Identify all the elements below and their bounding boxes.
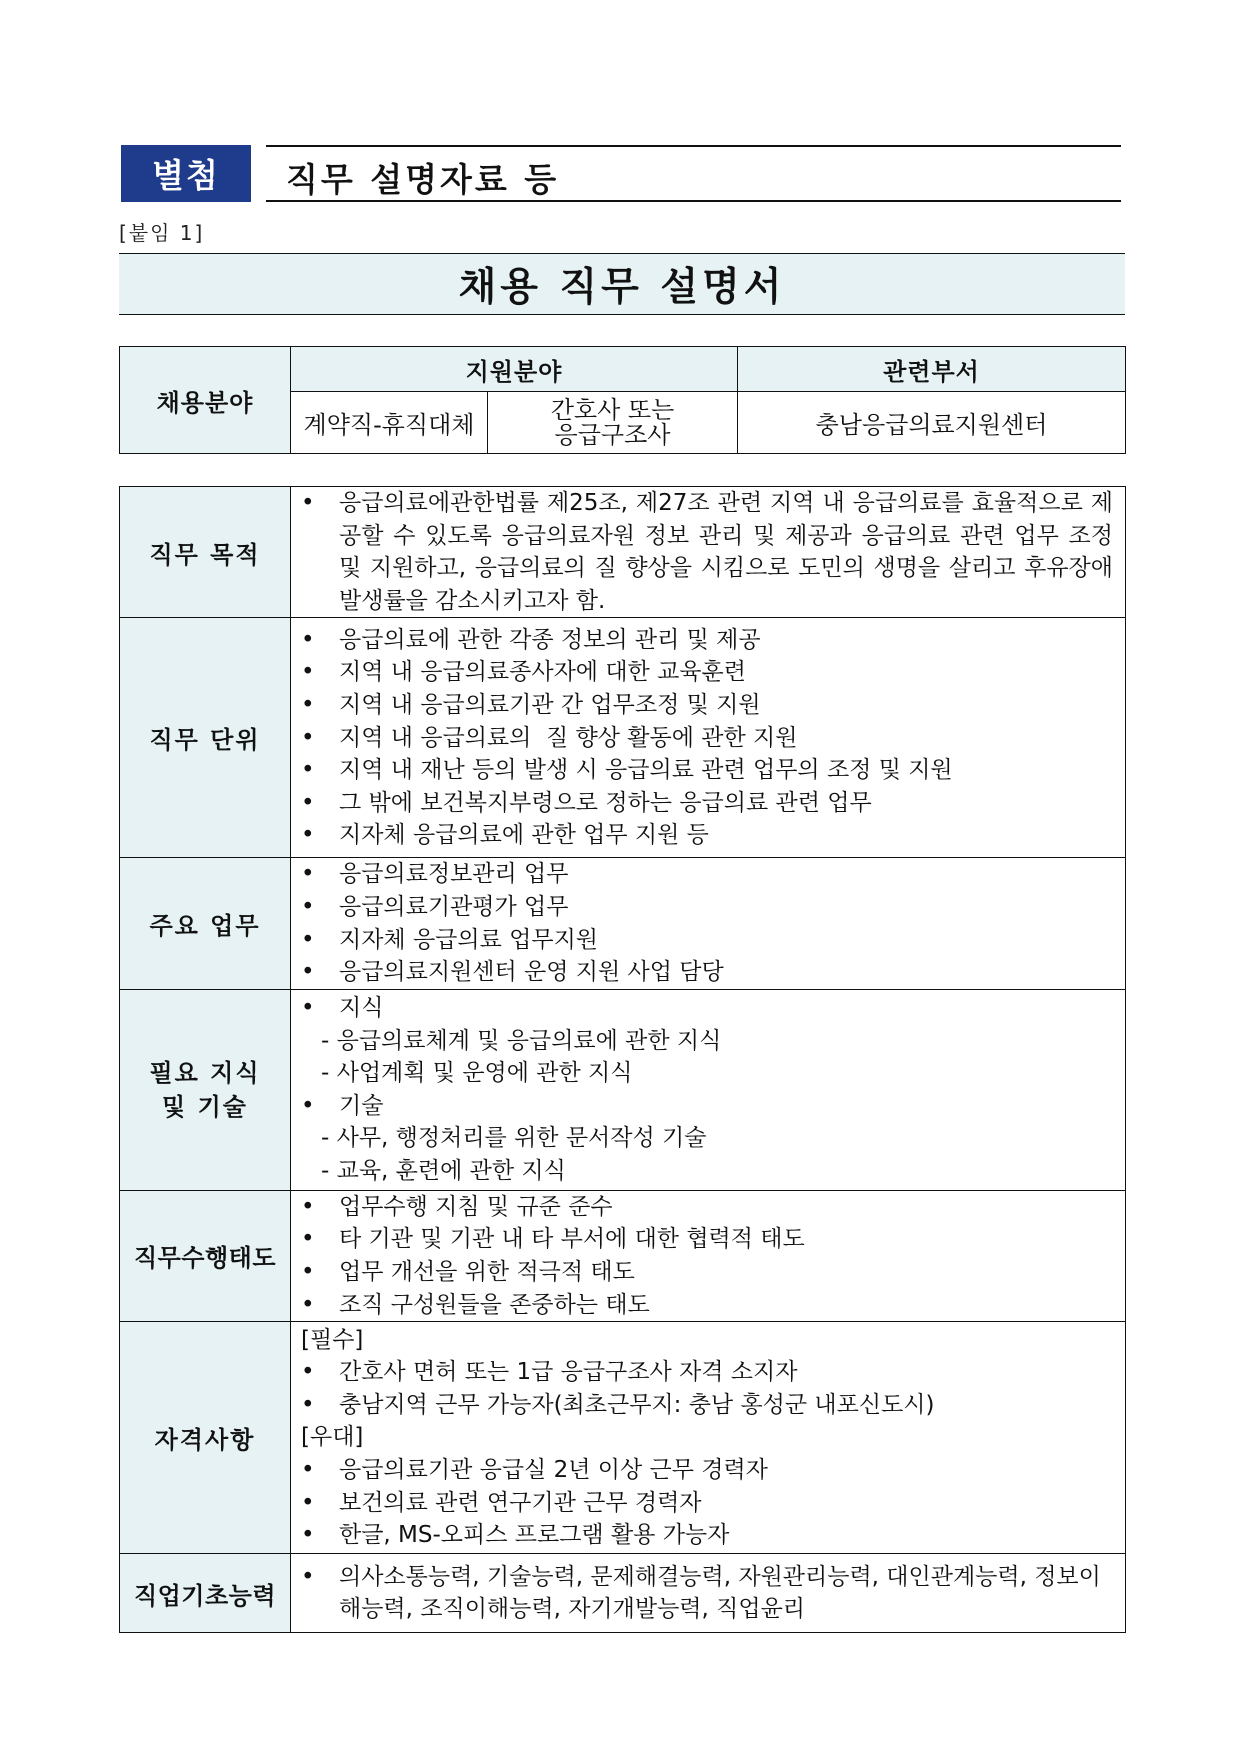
- units-content: [291, 618, 1126, 858]
- competency-label: 직업기초능력: [120, 1554, 291, 1633]
- position-line-1: 간호사 또는: [550, 395, 675, 424]
- purpose-label: 직무 목적: [120, 487, 291, 618]
- recruitment-table: [119, 346, 1126, 454]
- sub-item: - 응급의료체계 및 응급의료에 관한 지식: [321, 1027, 722, 1054]
- sub-item: - 교육, 훈련에 관한 지식: [321, 1157, 566, 1184]
- attachment-label: [붙임 1]: [119, 221, 205, 245]
- job-description-table: [119, 486, 1126, 1633]
- qualifications-content: [291, 1322, 1126, 1554]
- skills-content: [291, 989, 1126, 1190]
- list-item: • 충남지역 근무 가능자(최초근무지: 충남 홍성군 내포신도시): [301, 1391, 935, 1418]
- position-line-2: 응급구조사: [554, 420, 671, 449]
- field-header: 지원분야: [291, 347, 738, 392]
- list-item: • 지역 내 응급의료의 질 향상 활동에 관한 지원: [301, 724, 798, 751]
- list-item: • 지역 내 재난 등의 발생 시 응급의료 관련 업무의 조정 및 지원: [301, 757, 953, 784]
- list-item: • 그 밖에 보건복지부령으로 정하는 응급의료 관련 업무: [301, 789, 872, 816]
- list-item: • 한글, MS-오피스 프로그램 활용 가능자: [301, 1522, 730, 1549]
- attitude-content: [291, 1190, 1126, 1321]
- sub-item: - 사무, 행정처리를 위한 문서작성 기술: [321, 1125, 707, 1152]
- duties-content: [291, 858, 1126, 989]
- list-item: • 지역 내 응급의료종사자에 대한 교육훈련: [301, 659, 746, 686]
- header-title-bar: [266, 145, 1121, 202]
- section-header: [121, 145, 1121, 203]
- list-item: • 업무 개선을 위한 적극적 태도: [301, 1258, 635, 1285]
- header-title: 직무 설명자료 등: [286, 160, 560, 199]
- list-item: • 응급의료기관평가 업무: [301, 893, 569, 920]
- position-cell: [488, 392, 738, 454]
- department-value: 충남응급의료지원센터: [738, 392, 1126, 454]
- list-item: • 업무수행 지침 및 규준 준수: [301, 1193, 613, 1220]
- list-item: • 응급의료에관한법률 제25조, 제27조 관련 지역 내 응급의료를 효율적으로 제공할 수 있도록 응급의료자원 정보 관리 및 제공과 응급의료 관련 업무 조정 및 지원하고, 응급의료의 질 향상을 시킴으로 도민의 생명을 살리고 후유장애 발생률을 감소시키고자 함.: [301, 490, 1113, 614]
- required-label: [필수]: [301, 1326, 364, 1353]
- list-item: • 응급의료기관 응급실 2년 이상 근무 경력자: [301, 1456, 768, 1483]
- list-item: • 응급의료지원센터 운영 지원 사업 담당: [301, 959, 724, 986]
- purpose-content: [291, 487, 1126, 618]
- list-item: • 지식: [301, 994, 384, 1021]
- list-item: • 간호사 면허 또는 1급 응급구조사 자격 소지자: [301, 1359, 798, 1386]
- department-header: 관련부서: [738, 347, 1126, 392]
- list-item: • 조직 구성원들을 존중하는 태도: [301, 1291, 650, 1318]
- recruitment-label: 채용분야: [120, 347, 291, 454]
- preferred-label: [우대]: [301, 1424, 364, 1451]
- list-item: • 기술: [301, 1092, 384, 1119]
- list-item: • 응급의료에 관한 각종 정보의 관리 및 제공: [301, 626, 761, 653]
- attachment-badge: 별첨: [121, 145, 251, 202]
- qualifications-label: 자격사항: [120, 1322, 291, 1554]
- list-item: • 응급의료정보관리 업무: [301, 861, 569, 888]
- list-item: • 의사소통능력, 기술능력, 문제해결능력, 자원관리능력, 대인관계능력, 정보이해능력, 조직이해능력, 자기개발능력, 직업윤리: [301, 1563, 1101, 1623]
- units-label: 직무 단위: [120, 618, 291, 858]
- list-item: • 지자체 응급의료 업무지원: [301, 926, 599, 953]
- attitude-label: 직무수행태도: [120, 1190, 291, 1321]
- competency-content: [291, 1554, 1126, 1633]
- skills-label: 필요 지식 및 기술: [120, 989, 291, 1190]
- document-title: 채용 직무 설명서: [119, 253, 1125, 315]
- sub-item: - 사업계획 및 운영에 관한 지식: [321, 1060, 633, 1087]
- list-item: • 타 기관 및 기관 내 타 부서에 대한 협력적 태도: [301, 1226, 805, 1253]
- list-item: • 보건의료 관련 연구기관 근무 경력자: [301, 1489, 702, 1516]
- list-item: • 지자체 응급의료에 관한 업무 지원 등: [301, 822, 709, 849]
- list-item: • 지역 내 응급의료기관 간 업무조정 및 지원: [301, 691, 761, 718]
- employment-type: 계약직-휴직대체: [291, 392, 488, 454]
- duties-label: 주요 업무: [120, 858, 291, 989]
